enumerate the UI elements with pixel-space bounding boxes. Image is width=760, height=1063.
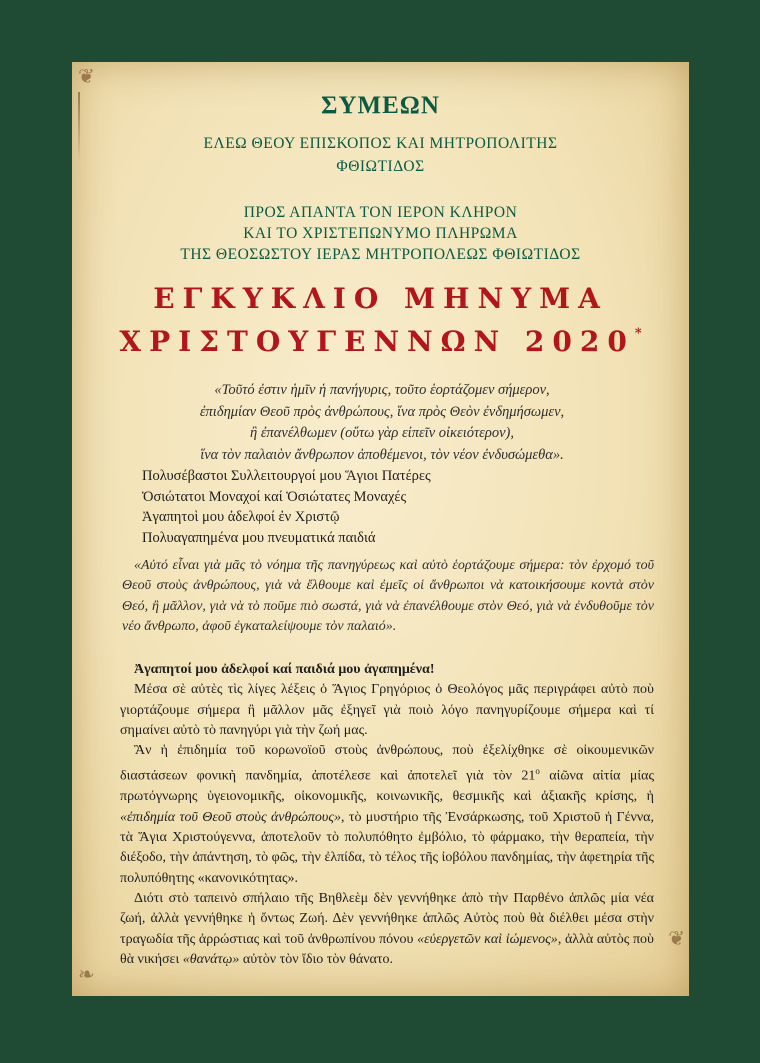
address-line: ΠΡΟΣ ΑΠΑΝΤΑ ΤΟΝ ΙΕΡΟΝ ΚΛΗΡΟΝ	[243, 204, 518, 221]
translation-quote: «Αὐτό εἶναι γιὰ μᾶς τὸ νόημα τῆς πανηγύρεως καὶ αὐτὸ ἑορτάζουμε σήμερα: τὸν ἐρχομό τοῦ Θεοῦ στοὺς ἀνθρώπους, γιὰ νὰ ἔλθουμε καὶ ἐμεῖς οἱ ἄνθρωποι νὰ κατοικήσουμε κοντὰ στὸν Θεό, ἢ μᾶλλον, γιὰ νὰ τὸ ποῦμε πιὸ σωστά, γιὰ νὰ ἐπανέλθουμε στὸν Θεό, γιὰ νὰ ἐνδυθοῦμε τὸν νέο ἄνθρωπο, ἀφοῦ ἐγκαταλείψουμε τὸν παλαιό».	[122, 558, 654, 634]
quote-line: ἐπιδημίαν Θεοῦ πρὸς ἀνθρώπους, ἵνα πρὸς Θεὸν ἐνδημήσωμεν,	[199, 403, 565, 420]
greeting: Ἀγαπητοί μου ἀδελφοί καί παιδιά μου ἀγαπημένα!	[134, 662, 435, 677]
salutation-line: Πολυαγαπημένα μου πνευματικά παιδιά	[142, 529, 376, 546]
salutation-line: Ἀγαπητοὶ μου ἀδελφοί ἐν Χριστῷ	[142, 509, 340, 525]
italic-phrase: «εὐεργετῶν καὶ ἰώμενος»	[417, 931, 558, 947]
corner-ornament-icon: ❧	[78, 962, 95, 986]
text-run: Ἂν ἡ ἐπιδημία τοῦ κορωνοϊοῦ στοὺς ἀνθρώπους, ποὺ ἐξελίχθηκε σὲ οἰκουμενικῶν διαστάσεων φονικὴ πανδημία, ἀποτέλεσε καὶ ἀποτελεῖ γιὰ τὸν 21	[120, 743, 654, 785]
corner-ornament-icon: ❦	[78, 64, 95, 88]
document-page	[72, 62, 689, 996]
quote-line: «Τοῦτό ἐστιν ἡμῖν ἡ πανήγυρις, τοῦτο ἑορτάζομεν σήμερον,	[214, 382, 550, 398]
text-run: αἰῶνα αἰτία μίας πρωτόγνωρης ὑγειονομικῆς, οἰκονομικῆς, κοινωνικῆς, θεσμικῆς καὶ ἀξιακῆς κρίσης, ἡ	[120, 769, 654, 805]
quote-line: ἵνα τὸν παλαιὸν ἄνθρωπον ἀποθέμενοι, τὸν νέον ἐνδυσώμεθα».	[200, 446, 564, 463]
opening-quote	[132, 380, 632, 466]
quote-line: ἢ ἐπανέλθωμεν (οὕτω γὰρ εἰπεῖν οἰκειότερον),	[250, 425, 514, 441]
paragraph	[120, 741, 654, 889]
text-run: Διότι στὸ ταπεινὸ σπήλαιο τῆς Βηθλεὲμ δὲν γεννήθηκε ἀπὸ τὴν Παρθένο ἁπλῶς μία νέα ζωή, ἀλλὰ γεννήθηκε ἡ ὄντως Ζωή. Δὲν γεννήθηκε ἁπλῶς Αὐτὸς ποὺ θὰ διέλθει μέσα στὴν τραγωδία τῆς ἀρρώστιας καὶ τοῦ ἀνθρωπίνου πόνου	[120, 890, 654, 947]
address-line: ΤΗΣ ΘΕΟΣΩΣΤΟΥ ΙΕΡΑΣ ΜΗΤΡΟΠΟΛΕΩΣ ΦΘΙΩΤΙΔΟΣ	[180, 246, 581, 263]
salutation-line: Ὁσιώτατοι Μοναχοί καί Ὁσιώτατες Μοναχές	[142, 488, 407, 505]
salutations	[142, 466, 431, 548]
paragraph	[120, 889, 654, 970]
text-run: αὐτὸν τὸν ἴδιο τὸν θάνατο.	[239, 951, 394, 967]
title-line: ΦΘΙΩΤΙΔΟΣ	[336, 158, 425, 175]
paragraph: Μέσα σὲ αὐτὲς τὶς λίγες λέξεις ὁ Ἅγιος Γρηγόριος ὁ Θεολόγος μᾶς περιγράφει αὐτὸ ποὺ γιορτάζουμε σήμερα ἢ μᾶλλον μᾶς ἐξηγεῖ γιὰ ποιὸ λόγο πανηγυρίζουμε σήμερα καὶ τί σημαίνει αὐτὸ τὸ πανηγύρι γιὰ τὴν ζωή μας.	[120, 682, 654, 738]
text-run: , ἀλλὰ αὐτὸς ποὺ θὰ νικήσει	[120, 931, 654, 967]
italic-phrase: «ἐπιδημία τοῦ Θεοῦ στοὺς ἀνθρώπους»	[120, 809, 342, 825]
footnote-mark: *	[634, 325, 642, 341]
text-run: , τὸ μυστήριο τῆς Ἐνσάρκωσης, τοῦ Χριστοῦ ἡ Γέννα, τὰ Ἅγια Χριστούγεννα, ἀποτελοῦν τὸ πολυπόθητο ἐμβόλιο, τὸ φάρμακο, τὴν θεραπεία, τὴν διέξοδο, τὴν ἀπάντηση, τὸ φῶς, τὴν ἐλπίδα, τὸ τέλος τῆς ἰοβόλου πανδημίας, τὴν ἀφετηρία τῆς πολυπόθητης «κανονικότητας».	[120, 809, 654, 886]
metropolitan-name: ΣΥΜΕΩΝ	[321, 92, 440, 119]
salutation-line: Πολυσέβαστοι Συλλειτουργοί μου Ἅγιοι Πατέρες	[142, 468, 431, 484]
ordinal-sup: ο	[535, 766, 540, 777]
corner-ornament-icon: ❦	[668, 926, 685, 950]
subtitle-text: ΧΡΙΣΤΟΥΓΕΝΝΩΝ 2020	[119, 325, 635, 358]
encyclical-subtitle	[72, 325, 689, 358]
letter-body	[120, 660, 654, 970]
italic-phrase: «θανάτῳ»	[182, 951, 240, 967]
encyclical-title: ΕΓΚΥΚΛΙΟ ΜΗΝΥΜΑ	[153, 282, 608, 315]
address-line: ΚΑΙ ΤΟ ΧΡΙΣΤΕΠΩΝΥΜΟ ΠΛΗΡΩΜΑ	[243, 225, 518, 242]
title-line: ΕΛΕΩ ΘΕΟΥ ΕΠΙΣΚΟΠΟΣ ΚΑΙ ΜΗΤΡΟΠΟΛΙΤΗΣ	[203, 135, 558, 152]
